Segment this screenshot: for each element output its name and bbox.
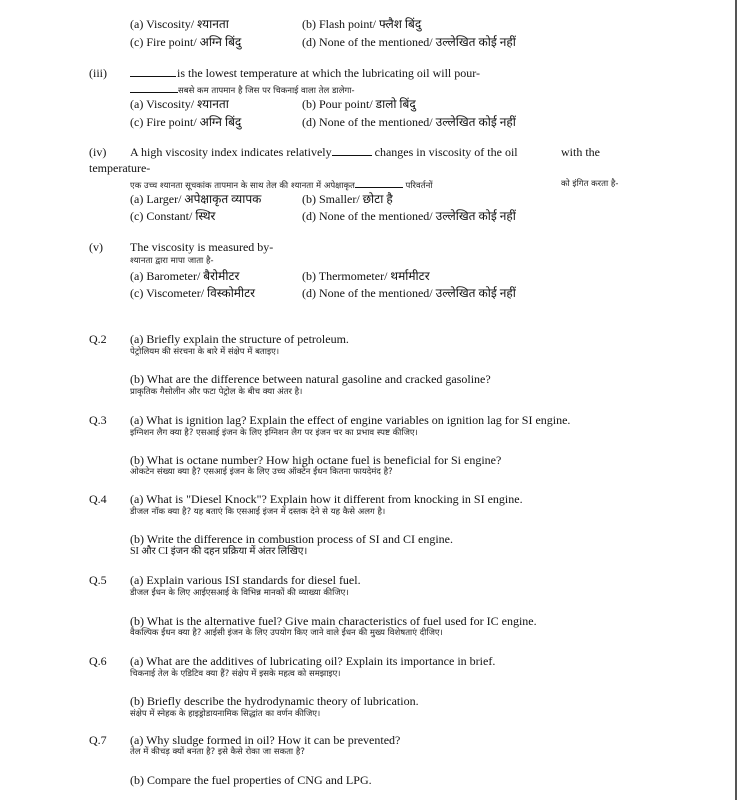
option-c: (c) Fire point/ अग्नि बिंदु <box>130 35 242 49</box>
question-text: A high viscosity index indicates relatively changes in viscosity of the oil <box>130 145 518 159</box>
question-number: (iv) <box>89 145 107 159</box>
question-a-hindi: इग्निशन लैग क्या है? एसआई इंजन के लिए इग्निशन लैग पर इंजन चर का प्रभाव स्पष्ट कीजिए। <box>130 428 418 438</box>
question-b: (b) Write the difference in combustion process of SI and CI engine. <box>130 532 453 546</box>
question-text-end: with the <box>561 145 600 159</box>
question-a: (a) Explain various ISI standards for diesel fuel. <box>130 573 361 587</box>
question-a: (a) Briefly explain the structure of petroleum. <box>130 332 349 346</box>
question-a: (a) Why sludge formed in oil? How it can be prevented? <box>130 733 401 747</box>
question-text-hindi: सबसे कम तापमान है जिस पर चिकनाई वाला तेल डालेगा- <box>130 84 355 96</box>
question-a-hindi: तेल में कीचड़ क्यों बनता है? इसे कैसे रोका जा सकता है? <box>130 747 305 757</box>
question-number: Q.4 <box>89 492 107 506</box>
option-c: (c) Viscometer/ विस्कोमीटर <box>130 286 256 300</box>
question-a-hindi: पेट्रोलियम की संरचना के बारे में संक्षेप में बताइए। <box>130 347 280 357</box>
question-number: (v) <box>89 240 103 254</box>
question-number: Q.7 <box>89 733 107 747</box>
question-b: (b) What is octane number? How high octane fuel is beneficial for Si engine? <box>130 453 502 467</box>
question-number: Q.6 <box>89 654 107 668</box>
question-b-hindi: ओकटेन संख्या क्या है? एसआई इंजन के लिए उच्च ऑक्टेन ईंधन कितना फायदेमंद है? <box>130 467 393 477</box>
question-text-hindi: श्यानता द्वारा मापा जाता है- <box>130 256 214 266</box>
option-d: (d) None of the mentioned/ उल्लेखित कोई नहीं <box>302 115 516 129</box>
option-a: (a) Viscosity/ श्यानता <box>130 97 229 111</box>
question-b-hindi: प्राकृतिक गैसोलीन और फटा पेट्रोल के बीच क्या अंतर है। <box>130 387 303 397</box>
option-d: (d) None of the mentioned/ उल्लेखित कोई नहीं <box>302 209 516 223</box>
question-a-hindi: चिकनाई तेल के एडिटिव क्या हैं? संक्षेप में इसके महत्व को समझाइए। <box>130 669 341 679</box>
question-number: Q.3 <box>89 413 107 427</box>
option-c: (c) Fire point/ अग्नि बिंदु <box>130 115 242 129</box>
option-a: (a) Larger/ अपेक्षाकृत व्यापक <box>130 192 262 206</box>
option-b: (b) Pour point/ डालो बिंदु <box>302 97 416 111</box>
option-b: (b) Smaller/ छोटा है <box>302 192 393 206</box>
question-number: (iii) <box>89 66 107 80</box>
question-a: (a) What is "Diesel Knock"? Explain how it different from knocking in SI engine. <box>130 492 523 506</box>
question-number: Q.5 <box>89 573 107 587</box>
question-b-hindi: वैकल्पिक ईंधन क्या है? आईसी इंजन के लिए उपयोग किए जाने वाले ईंधन की मुख्य विशेषताएं दीजिए। <box>130 628 443 638</box>
question-a-hindi: डीजल ईंधन के लिए आईएसआई के विभिन्न मानकों की व्याख्या कीजिए। <box>130 588 349 598</box>
option-d: (d) None of the mentioned/ उल्लेखित कोई नहीं <box>302 35 516 49</box>
question-number: Q.2 <box>89 332 107 346</box>
question-b: (b) What is the alternative fuel? Give main characteristics of fuel used for IC engine. <box>130 614 537 628</box>
question-b: (b) Briefly describe the hydrodynamic theory of lubrication. <box>130 694 419 708</box>
question-text-continued: temperature- <box>89 161 151 175</box>
question-b-hindi: SI और CI इंजन की दहन प्रक्रिया में अंतर लिखिए। <box>130 546 308 557</box>
question-b: (b) Compare the fuel properties of CNG and LPG. <box>130 773 372 787</box>
question-text: The viscosity is measured by- <box>130 240 274 254</box>
question-text: is the lowest temperature at which the lubricating oil will pour- <box>130 66 480 80</box>
option-a: (a) Barometer/ बैरोमीटर <box>130 269 240 283</box>
question-a: (a) What is ignition lag? Explain the effect of engine variables on ignition lag for SI engine. <box>130 413 571 427</box>
option-c: (c) Constant/ स्थिर <box>130 209 216 223</box>
question-b-hindi: संक्षेप में स्नेहक के हाइड्रोडायनामिक सिद्धांत का वर्णन कीजिए। <box>130 709 321 719</box>
option-b: (b) Thermometer/ थर्मामीटर <box>302 269 430 283</box>
option-d: (d) None of the mentioned/ उल्लेखित कोई नहीं <box>302 286 516 300</box>
option-a: (a) Viscosity/ श्यानता <box>130 17 229 31</box>
question-b: (b) What are the difference between natural gasoline and cracked gasoline? <box>130 372 491 386</box>
option-b: (b) Flash point/ फ्लैश बिंदु <box>302 17 422 31</box>
question-text-hindi: एक उच्च श्यानता सूचकांक तापमान के साथ तेल की श्यानता में अपेक्षाकृत परिवर्तनों <box>130 181 433 191</box>
question-text-hindi-end: को इंगित करता है- <box>561 179 619 189</box>
question-a-hindi: डीजल नॉक क्या है? यह बताएं कि एसआई इंजन में दस्तक देने से यह कैसे अलग है। <box>130 507 386 517</box>
question-a: (a) What are the additives of lubricating oil? Explain its importance in brief. <box>130 654 496 668</box>
